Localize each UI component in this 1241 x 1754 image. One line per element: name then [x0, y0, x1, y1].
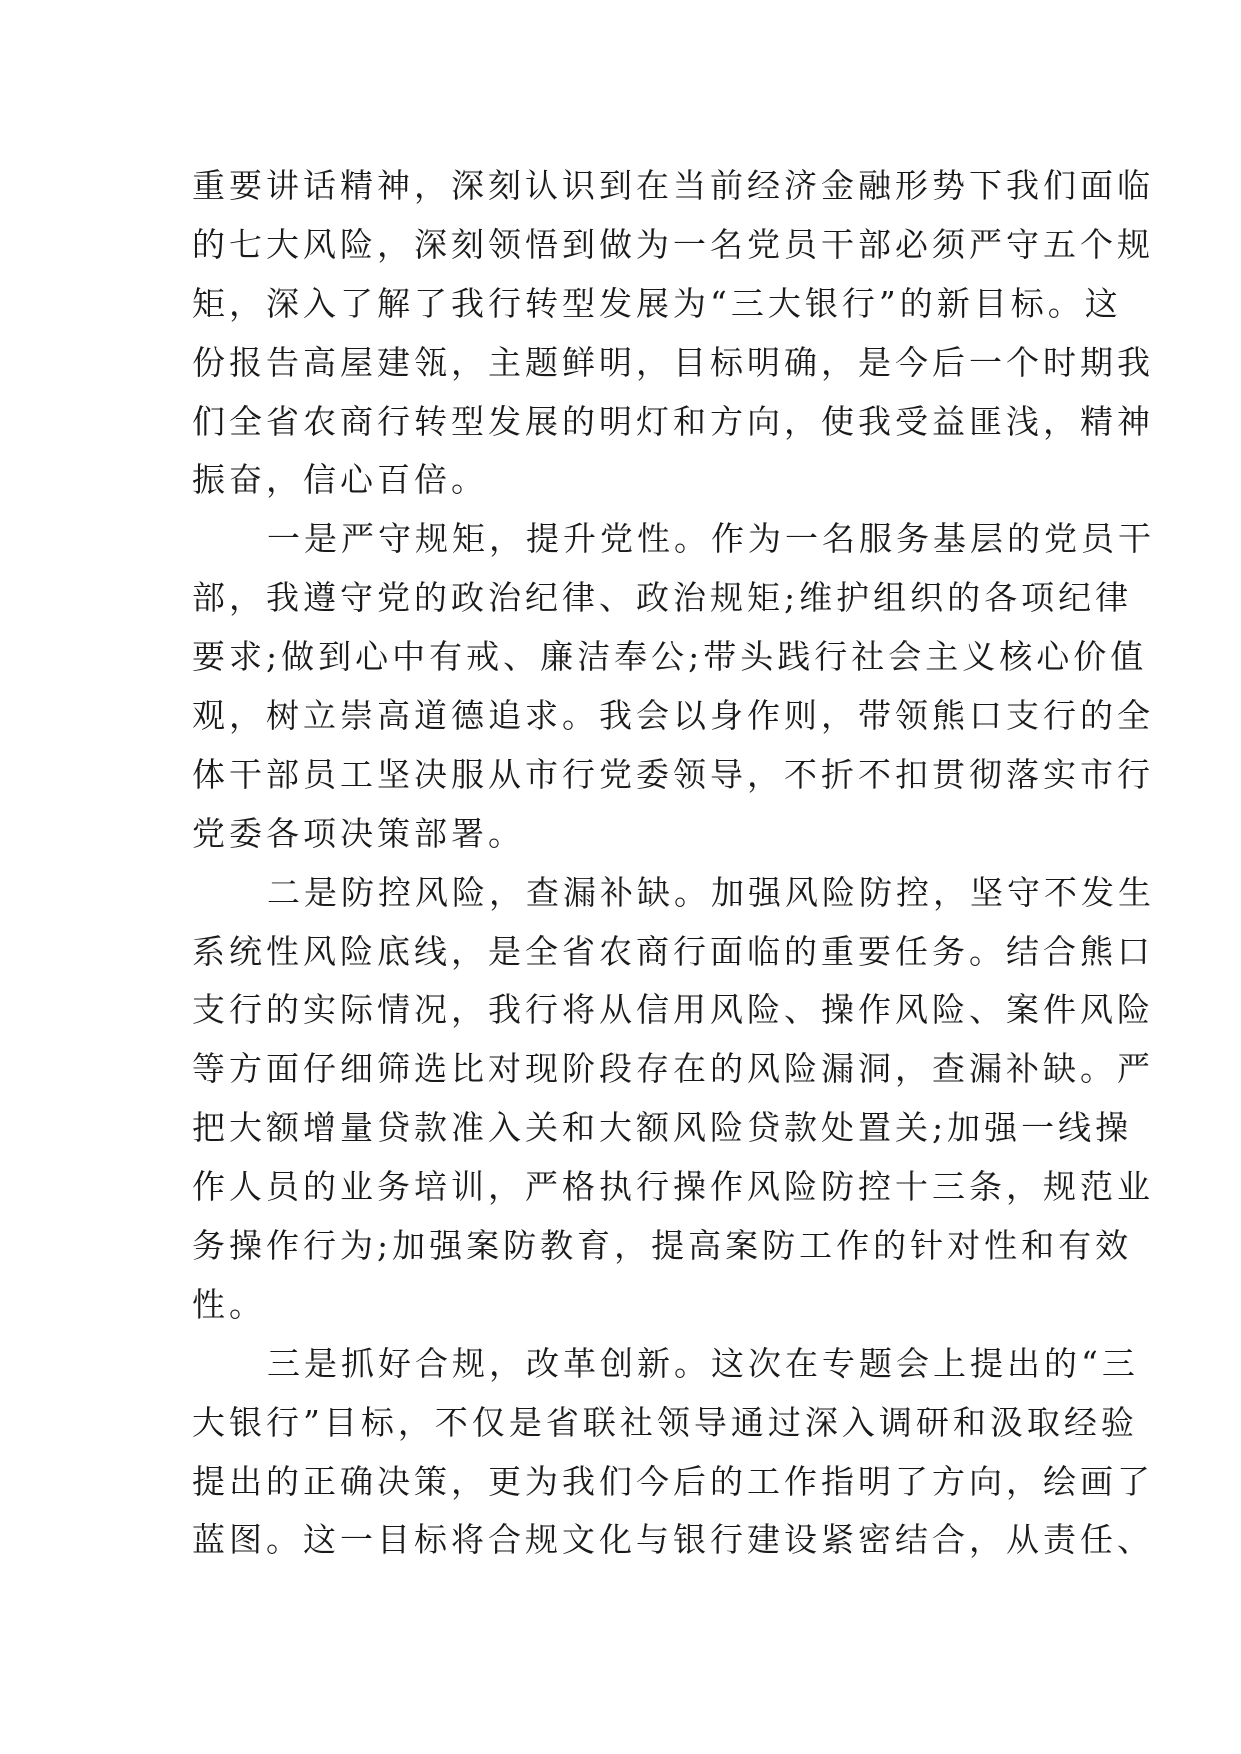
text-line: 务操作行为;加强案防教育，提高案防工作的针对性和有效	[192, 1226, 1133, 1266]
text-line: 蓝图。这一目标将合规文化与银行建设紧密结合，从责任、	[192, 1520, 1154, 1560]
text-line: 重要讲话精神，深刻认识到在当前经济金融形势下我们面临	[192, 166, 1154, 205]
paragraph-first-line: 三是抓好合规，改革创新。这次在专题会上提出的“三	[267, 1343, 1139, 1383]
text-line: 部，我遵守党的政治纪律、政治规矩;维护组织的各项纪律	[192, 578, 1133, 618]
text-line: 要求;做到心中有戒、廉洁奉公;带头践行社会主义核心价值	[192, 637, 1148, 677]
text-line: 大银行”目标，不仅是省联社领导通过深入调研和汲取经验	[192, 1402, 1138, 1442]
document-body	[192, 157, 1155, 1570]
paragraph-first-line: 一是严守规矩，提升党性。作为一名服务基层的党员干	[267, 519, 1155, 559]
text-line: 振奋，信心百倍。	[192, 460, 488, 500]
text-line: 份报告高屋建瓴，主题鲜明，目标明确，是今后一个时期我	[192, 342, 1154, 382]
text-line: 党委各项决策部署。	[192, 813, 525, 853]
text-line: 体干部员工坚决服从市行党委领导，不折不扣贯彻落实市行	[192, 754, 1154, 794]
text-line: 等方面仔细筛选比对现阶段存在的风险漏洞，查漏补缺。严	[192, 1049, 1154, 1089]
text-line: 的七大风险，深刻领悟到做为一名党员干部必须严守五个规	[192, 224, 1154, 264]
text-line: 矩，深入了解了我行转型发展为“三大银行”的新目标。这	[192, 283, 1122, 323]
text-line: 作人员的业务培训，严格执行操作风险防控十三条，规范业	[192, 1167, 1154, 1207]
text-line: 支行的实际情况，我行将从信用风险、操作风险、案件风险	[192, 990, 1154, 1030]
text-line: 们全省农商行转型发展的明灯和方向，使我受益匪浅，精神	[192, 401, 1154, 441]
text-line: 观，树立崇高道德追求。我会以身作则，带领熊口支行的全	[192, 696, 1154, 736]
text-line: 把大额增量贷款准入关和大额风险贷款处置关;加强一线操	[192, 1108, 1133, 1148]
text-line: 系统性风险底线，是全省农商行面临的重要任务。结合熊口	[192, 931, 1154, 971]
text-line: 提出的正确决策，更为我们今后的工作指明了方向，绘画了	[192, 1461, 1154, 1501]
text-line: 性。	[192, 1284, 266, 1324]
paragraph-first-line: 二是防控风险，查漏补缺。加强风险防控，坚守不发生	[267, 872, 1155, 912]
